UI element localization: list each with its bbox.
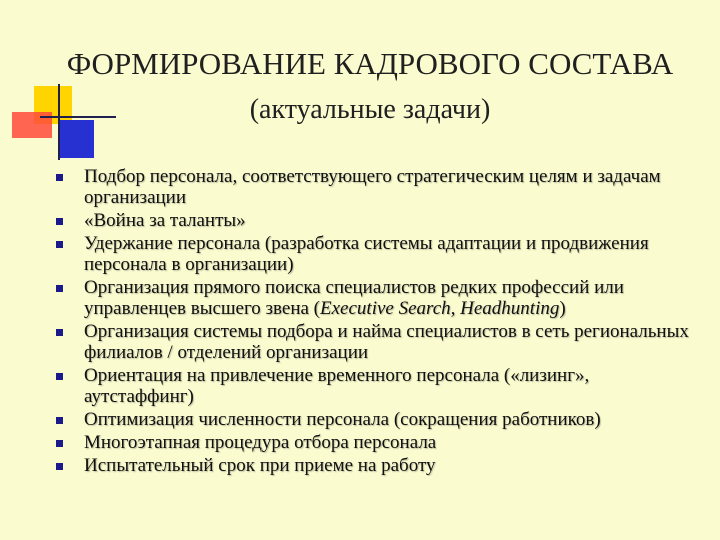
square-bullet-icon — [56, 329, 63, 336]
square-bullet-icon — [56, 241, 63, 248]
title-text: ФОРМИРОВАНИЕ КАДРОВОГО СОСТАВА — [66, 46, 674, 81]
bullet-text: Подбор персонала, соответствующего стратегическим целям и задачам организации — [84, 166, 661, 208]
bullet-text: Оптимизация численности персонала (сокращения работников) — [84, 409, 601, 430]
bullet-item — [52, 321, 702, 363]
bullet-text-pre: Организация прямого поиска специалистов редких профессий или управленцев высшего звена ( — [84, 277, 624, 319]
bullet-item — [52, 365, 702, 407]
bullet-text: Испытательный срок при приеме на работу — [84, 455, 436, 476]
bullet-item — [52, 455, 702, 476]
bullet-item — [52, 432, 702, 453]
square-bullet-icon — [56, 373, 63, 380]
bullet-item — [52, 409, 702, 430]
square-bullet-icon — [56, 285, 63, 292]
bullet-text: Многоэтапная процедура отбора персонала — [84, 432, 437, 453]
bullet-text: Ориентация на привлечение временного персонала («лизинг», аутстаффинг) — [84, 365, 590, 407]
square-bullet-icon — [56, 417, 63, 424]
square-bullet-icon — [56, 463, 63, 470]
square-bullet-icon — [56, 218, 63, 225]
bullet-text: «Война за таланты» — [84, 210, 246, 231]
subtitle-text: (актуальные задачи) — [249, 94, 491, 125]
bullet-item — [52, 233, 702, 275]
bullet-text-italic: Executive Search, Headhunting — [320, 298, 560, 319]
bullet-item — [52, 210, 702, 231]
bullet-text: Организация системы подбора и найма специалистов в сеть региональных филиалов / отделений организации — [84, 321, 689, 363]
slide-title — [20, 44, 720, 130]
bullet-list — [52, 166, 702, 478]
square-bullet-icon — [56, 440, 63, 447]
bullet-text: Удержание персонала (разработка системы адаптации и продвижения персонала в организации) — [84, 233, 649, 275]
bullet-item — [52, 166, 702, 208]
bullet-item — [52, 277, 702, 319]
bullet-text-post: ) — [559, 298, 566, 319]
square-bullet-icon — [56, 174, 63, 181]
